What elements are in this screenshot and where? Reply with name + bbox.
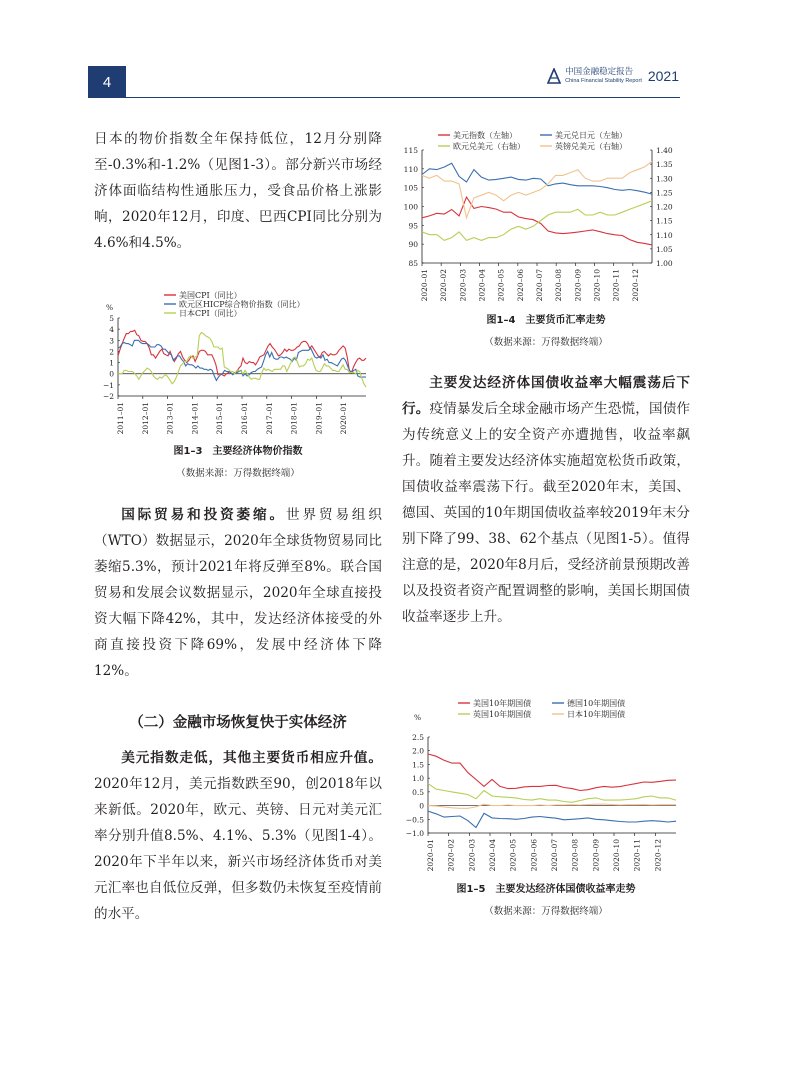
fig14-x-tick-9: 2020–10: [592, 269, 602, 302]
figure-1-4-source: （数据来源：万得数据终端）: [484, 337, 608, 348]
figure-1-3-source: （数据来源：万得数据终端）: [176, 468, 300, 479]
fig13-y-tick-6: −1: [102, 380, 114, 390]
fig15-x-tick-1: 2020–02: [446, 839, 456, 872]
brand-title-cn: 中国金融稳定报告: [565, 67, 634, 77]
right-paragraph-1-lead: 主要发达经济体国债收益率大幅震荡后下行。: [402, 375, 690, 417]
fig15-y-tick-3: 1.0: [412, 774, 424, 784]
figure-1-5-source: （数据来源：万得数据终端）: [484, 906, 608, 917]
fig15-y-tick-0: 2.5: [412, 733, 424, 742]
fig14-x-tick-11: 2020–12: [630, 269, 640, 302]
fig14-y-tick-left-3: 100: [403, 202, 418, 212]
fig14-x-tick-3: 2020–04: [477, 269, 487, 302]
fig13-legend-label-1: 欧元区HICP综合物价指数（同比）: [179, 300, 305, 309]
fig15-legend-label-2: 英国10年期国债: [473, 710, 532, 719]
fig15-x-tick-8: 2020–09: [591, 839, 601, 872]
left-paragraph-3: [94, 745, 382, 927]
fig15-legend-label-0: 美国10年期国债: [473, 699, 532, 708]
fig13-y-tick-4: 1: [109, 358, 114, 368]
fig14-series-0: [422, 197, 652, 245]
fig15-series-0: [428, 754, 676, 791]
fig14-y-tick-right-1: 1.35: [656, 160, 673, 170]
fig14-y-tick-right-4: 1.20: [656, 202, 673, 212]
fig15-series-1: [428, 811, 676, 827]
fig15-y-tick-6: −0.5: [405, 815, 424, 825]
fig14-y-tick-left-5: 90: [408, 240, 418, 250]
fig15-legend-label-3: 日本10年期国债: [567, 710, 626, 719]
fig14-x-tick-6: 2020–07: [535, 269, 544, 302]
left-paragraph-3-lead: 美元指数走低，其他主要货币相应升值。: [121, 750, 382, 766]
fig14-y-tick-right-0: 1.40: [656, 146, 673, 155]
figure-1-4-caption: 图1–4 主要货币汇率走势: [486, 315, 606, 326]
fig15-ylabel: %: [414, 713, 422, 722]
figure-1-3-chart: [100, 286, 370, 436]
fig13-x-tick-0: 2011–01: [116, 402, 125, 435]
left-para-3-container: [94, 745, 382, 927]
section-heading: （二）金融市场恢复快于实体经济: [129, 715, 347, 731]
figure-1-4-chart: [400, 127, 692, 307]
fig14-x-tick-2: 2020–03: [458, 269, 468, 302]
right-paragraph-1: [402, 370, 690, 630]
fig13-ylabel: %: [106, 303, 114, 312]
figure-1-3-caption: 图1–3 主要经济体物价指数: [173, 446, 303, 457]
fig14-x-tick-1: 2020–02: [439, 269, 449, 302]
report-brand: [547, 68, 679, 84]
fig13-x-tick-3: 2014–01: [190, 402, 200, 435]
fig14-y-tick-right-2: 1.30: [656, 174, 673, 184]
figure-1-5-chart: [400, 695, 692, 875]
right-para-1-container: [402, 370, 690, 630]
fig15-x-tick-6: 2020–07: [550, 839, 559, 872]
fig13-x-tick-2: 2013–01: [165, 402, 175, 435]
fig15-x-tick-7: 2020–08: [570, 839, 580, 872]
fig13-x-tick-5: 2016–01: [240, 402, 249, 435]
fig13-y-tick-7: −2: [102, 392, 114, 401]
fig14-y-tick-left-4: 95: [408, 221, 418, 231]
fig14-y-tick-left-2: 105: [403, 183, 418, 193]
fig13-series-0: [118, 330, 366, 376]
fig15-x-tick-11: 2020–12: [653, 839, 663, 872]
fig13-y-tick-3: 2: [109, 347, 114, 357]
fig14-y-tick-left-6: 85: [408, 259, 418, 268]
fig13-x-tick-4: 2015–01: [215, 402, 225, 435]
fig14-legend-label-0: 美元指数（左轴）: [453, 131, 517, 140]
fig13-x-tick-9: 2020–01: [339, 402, 349, 435]
fig15-series-2: [428, 784, 676, 803]
header-divider: [88, 97, 680, 98]
fig15-x-tick-4: 2020–05: [508, 839, 518, 872]
fig13-y-tick-2: 3: [109, 336, 114, 346]
fig14-legend-label-1: 美元兑日元（左轴）: [555, 131, 627, 140]
fig15-x-tick-2: 2020–03: [467, 839, 477, 872]
fig14-y-tick-right-6: 1.10: [656, 230, 673, 240]
fig13-y-tick-1: 4: [109, 325, 114, 335]
fig15-y-tick-2: 1.5: [412, 760, 424, 770]
figure-1-5-caption: 图1–5 主要发达经济体国债收益率走势: [456, 884, 636, 895]
right-paragraph-1-body: 疫情暴发后全球金融市场产生恐慌，国债作为传统意义上的安全资产亦遭抛售，收益率飙升。随着主要发达经济体实施超宽松货币政策，国债收益率震荡下行。截至2020年末，美国、德国、英国的10年期国债收益率较2019年末分别下降了99、38、62个基点（见图1-5）。值得注意的是，2020年8月后，受经济前景预期改善以及投资者资产配置调整的影响，美国长期国债收益率逐步上升。: [402, 401, 691, 625]
report-logo-icon: [547, 68, 561, 84]
left-paragraph-3-body: 2020年12月，美元指数跌至90，创2018年以来新低。2020年，欧元、英镑、日元对美元汇率分别升值8.5%、4.1%、5.3%（见图1-4）。2020年下半年以来，新兴市场经济体货币对美元汇率也自低位反弹，但多数仍未恢复至疫情前的水平。: [94, 776, 382, 922]
fig14-x-tick-5: 2020–06: [515, 269, 525, 302]
fig13-legend-label-2: 日本CPI（同比）: [179, 309, 242, 318]
brand-year: 2021: [647, 68, 679, 84]
fig13-y-tick-5: 0: [109, 369, 114, 379]
fig13-x-tick-6: 2017–01: [264, 402, 274, 435]
fig14-x-tick-10: 2020–11: [611, 269, 621, 302]
fig14-y-tick-left-1: 110: [403, 164, 418, 174]
fig14-y-tick-right-8: 1.00: [656, 259, 673, 268]
fig14-y-tick-right-3: 1.25: [656, 188, 673, 198]
fig14-y-tick-right-7: 1.05: [656, 244, 673, 254]
fig15-x-tick-9: 2020–10: [612, 839, 621, 872]
left-para-2-container: [94, 502, 382, 684]
fig14-y-tick-right-5: 1.15: [656, 216, 673, 226]
fig13-x-tick-7: 2018–01: [289, 402, 299, 435]
fig14-legend-label-2: 欧元兑美元（右轴）: [453, 142, 525, 151]
fig15-y-tick-4: 0.5: [412, 787, 424, 797]
fig14-x-tick-7: 2020–08: [554, 269, 564, 302]
fig15-y-tick-5: 0: [419, 801, 424, 811]
left-paragraph-2-body: 世界贸易组织（WTO）数据显示，2020年全球货物贸易同比萎缩5.3%，预计2021年将反弹至8%。联合国贸易和发展会议数据显示，2020年全球直接投资大幅下降42%，其中，发达经济体接受的外商直接投资下降69%，发展中经济体下降12%。: [94, 507, 382, 679]
fig13-x-tick-1: 2012–01: [140, 402, 150, 435]
fig15-series-3: [428, 804, 676, 808]
fig15-y-tick-7: −1.0: [405, 829, 424, 838]
fig15-x-tick-0: 2020–01: [426, 839, 435, 872]
fig15-legend-label-1: 德国10年期国债: [567, 699, 626, 708]
fig15-y-tick-1: 2.0: [412, 746, 424, 756]
page-number: 4: [88, 66, 126, 98]
fig15-x-tick-10: 2020–11: [632, 839, 642, 872]
brand-title-en: China Financial Stability Report: [565, 77, 642, 84]
fig14-x-tick-0: 2020–01: [420, 269, 429, 302]
fig14-x-tick-8: 2020–09: [573, 269, 583, 302]
left-para-1-container: [94, 126, 382, 256]
fig13-y-tick-0: 5: [109, 314, 114, 323]
fig15-x-tick-3: 2020–04: [488, 839, 497, 872]
fig13-legend-label-0: 美国CPI（同比）: [179, 291, 242, 300]
left-paragraph-2: [94, 502, 382, 684]
fig14-x-tick-4: 2020–05: [496, 269, 506, 302]
left-paragraph-2-lead: 国际贸易和投资萎缩。: [121, 507, 286, 523]
fig14-y-tick-left-0: 115: [403, 146, 418, 155]
fig15-x-tick-5: 2020–06: [529, 839, 539, 872]
fig13-x-tick-8: 2019–01: [314, 402, 324, 435]
left-paragraph-1: 日本的物价指数全年保持低位，12月分别降至-0.3%和-1.2%（见图1-3）。部分新兴市场经济体面临结构性通胀压力，受食品价格上涨影响，2020年12月，印度、巴西CPI同比分别为4.6%和4.5%。: [94, 131, 382, 251]
fig14-series-2: [422, 201, 652, 241]
fig14-legend-label-3: 英镑兑美元（右轴）: [555, 142, 627, 151]
